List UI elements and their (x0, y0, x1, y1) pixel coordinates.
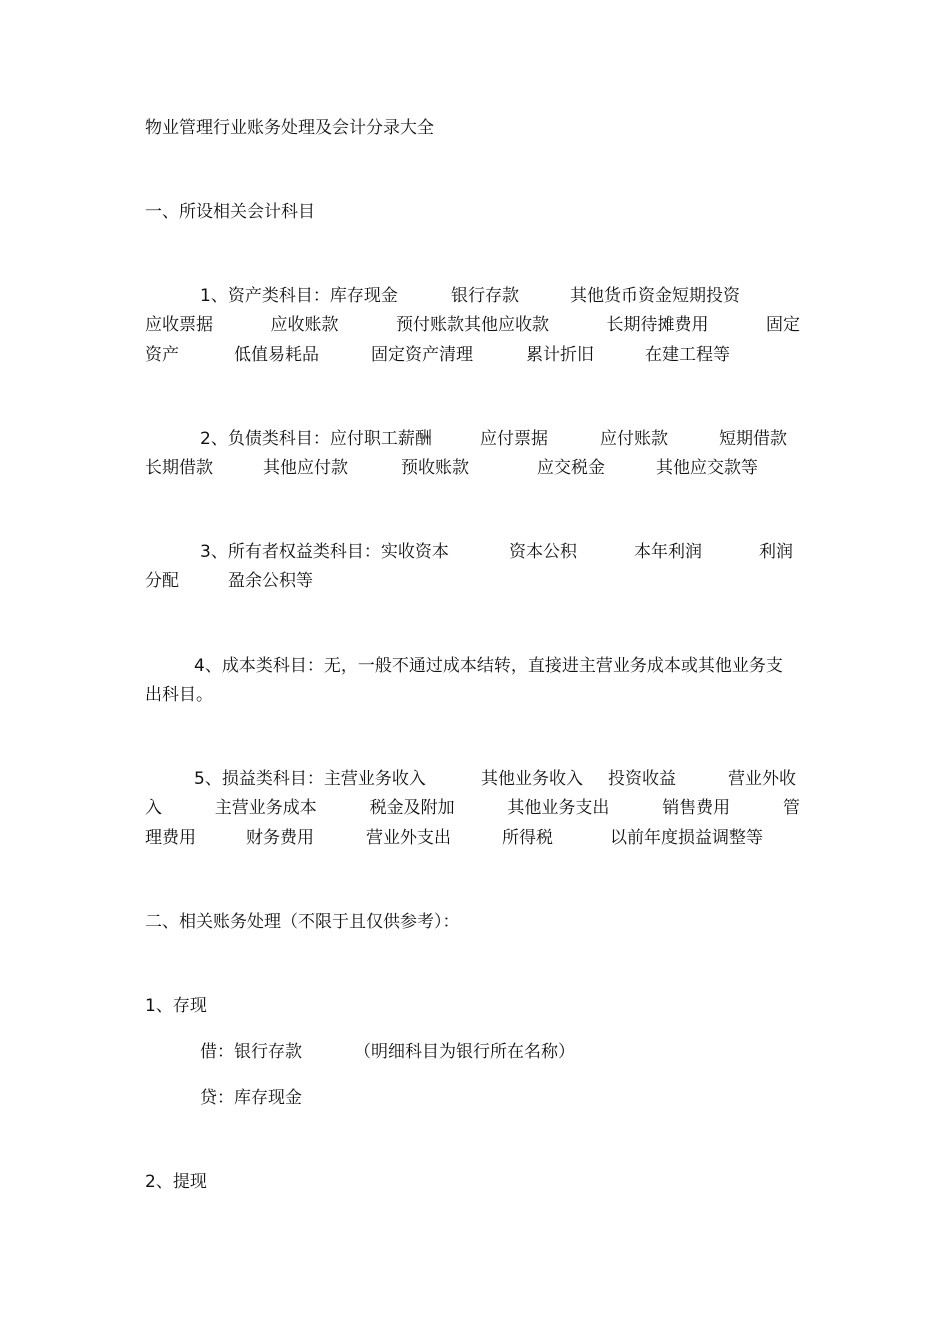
list-item: 投资收益 (608, 769, 676, 789)
list-item: 入 (145, 798, 162, 818)
cost-accounts-text: 4、成本类科目：无，一般不通过成本结转，直接进主营业务成本或其他业务支 (194, 656, 783, 676)
equity-accounts-label: 3、所有者权益类科目：实收资本 (200, 542, 449, 562)
list-item: 应付票据 (480, 429, 548, 449)
list-item: 营业外收 (728, 769, 796, 789)
list-item: 在建工程等 (645, 345, 730, 365)
list-item: 应收票据 (145, 315, 213, 335)
list-item: 银行存款 (451, 286, 519, 306)
list-item: 长期待摊费用 (606, 315, 709, 335)
list-item: 利润 (759, 542, 793, 562)
list-item: 本年利润 (634, 542, 702, 562)
list-item: 分配 (145, 571, 179, 591)
list-item: 盈余公积等 (228, 571, 313, 591)
list-item: 短期借款 (719, 429, 787, 449)
list-item: 应收账款 (270, 315, 339, 335)
asset-accounts-line (145, 314, 800, 336)
list-item: 销售费用 (662, 798, 731, 818)
list-item: 其他业务支出 (507, 798, 610, 818)
cost-accounts-text-cont: 出科目。 (145, 685, 213, 705)
list-item: 预收账款 (401, 458, 469, 478)
list-item: 固定资产清理 (371, 345, 473, 365)
entry-title: 2、提现 (145, 1172, 207, 1192)
list-item: 资产 (145, 345, 179, 365)
list-item: 应付账款 (600, 429, 668, 449)
list-item: 应交税金 (537, 458, 605, 478)
debit-note: （明细科目为银行所在名称） (354, 1042, 575, 1062)
liability-accounts-label: 2、负债类科目：应付职工薪酬 (200, 429, 432, 449)
list-item: 累计折旧 (526, 345, 594, 365)
list-item: 资本公积 (509, 542, 577, 562)
list-item: 理费用 (145, 828, 196, 848)
list-item: 营业外支出 (366, 828, 451, 848)
list-item: 其他业务收入 (481, 769, 583, 789)
list-item: 固定 (766, 315, 800, 335)
document-title: 物业管理行业账务处理及会计分录大全 (145, 118, 434, 138)
list-item: 财务费用 (246, 828, 314, 848)
list-item: 其他应交款等 (656, 458, 758, 478)
list-item: 管 (782, 798, 800, 818)
list-item: 税金及附加 (369, 798, 455, 818)
list-item: 其他货币资金短期投资 (570, 286, 740, 306)
list-item: 以前年度损益调整等 (610, 828, 763, 848)
list-item: 主营业务成本 (214, 798, 317, 818)
list-item: 所得税 (502, 828, 553, 848)
list-item: 预付账款其他应收款 (396, 315, 549, 335)
section-heading: 一、所设相关会计科目 (145, 202, 315, 222)
asset-accounts-label: 1、资产类科目：库存现金 (200, 286, 398, 306)
profit-loss-accounts-label: 5、损益类科目：主营业务收入 (194, 769, 426, 789)
debit-line: 借：银行存款 (200, 1042, 302, 1062)
credit-line: 贷：库存现金 (200, 1088, 302, 1108)
list-item: 其他应付款 (263, 458, 348, 478)
entry-title: 1、存现 (145, 996, 207, 1016)
list-item: 低值易耗品 (234, 345, 319, 365)
list-item: 长期借款 (145, 458, 213, 478)
section-heading: 二、相关账务处理（不限于且仅供参考）： (145, 912, 460, 932)
profit-loss-accounts-line (145, 797, 800, 819)
